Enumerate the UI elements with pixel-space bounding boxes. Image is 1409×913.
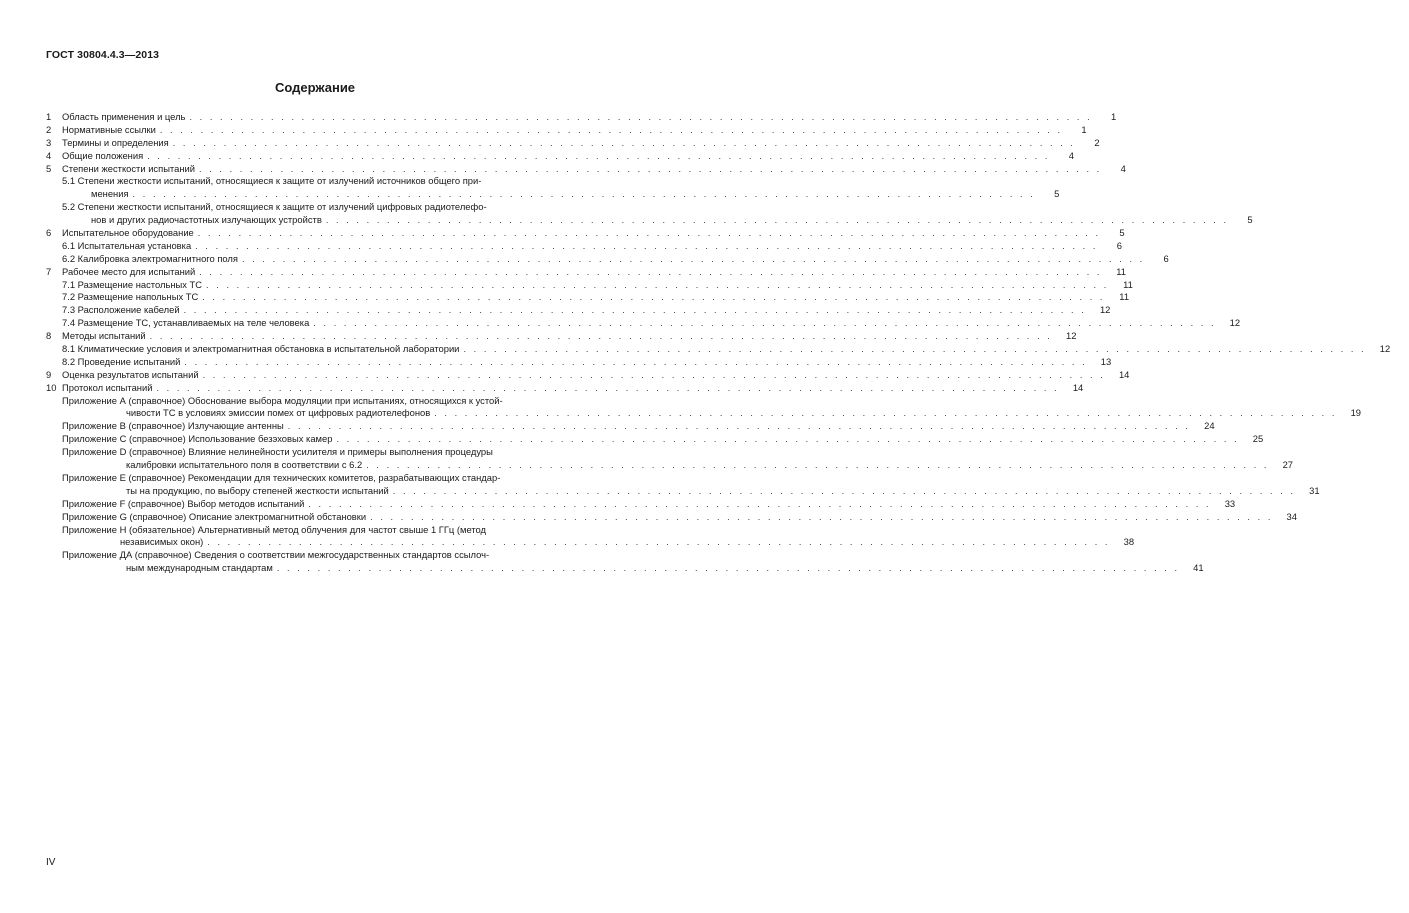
toc-entry-title: Приложение Н (обязательное) Альтернативный метод облучения для частот свыше 1 ГГц (метод	[62, 523, 487, 535]
toc-entry-title: независимых окон)	[120, 536, 204, 548]
toc-entry-number: 10	[46, 381, 57, 393]
toc-entry-title: Приложение С (справочное) Использование безэховых камер	[62, 433, 333, 445]
toc-entry	[46, 381, 1084, 395]
toc-entry-title: 7.4 Размещение ТС, устанавливаемых на теле человека	[62, 317, 310, 329]
toc-entry	[46, 484, 1320, 498]
toc-entry	[46, 111, 1117, 124]
toc-entry-title: чивости ТС в условиях эмиссии помех от цифровых радиотелефонов	[126, 407, 431, 419]
toc-entry-title: Методы испытаний	[62, 330, 146, 342]
toc-entry-page: 12	[1065, 330, 1077, 342]
toc-entry-title: Рабочее место для испытаний	[62, 265, 196, 277]
toc-entry	[46, 407, 1361, 420]
toc-entry-title: менения	[91, 188, 129, 200]
toc-entry-page: 11	[1119, 291, 1130, 303]
toc-leader-dots	[199, 163, 1102, 176]
toc-leader-dots	[308, 498, 1211, 511]
toc-entry-page: 31	[1309, 484, 1320, 496]
toc-leader-dots	[133, 188, 1036, 201]
toc-entry-page: 19	[1350, 407, 1361, 419]
toc-entry	[46, 175, 584, 188]
toc-entry-number: 1	[46, 111, 52, 122]
toc-entry-title: Приложение F (справочное) Выбор методов испытаний	[62, 497, 305, 509]
toc-entry	[46, 420, 1215, 433]
toc-leader-dots	[370, 511, 1273, 524]
toc-entry	[46, 330, 1077, 343]
toc-entry-page: 11	[1116, 265, 1127, 277]
toc-entry	[46, 317, 1241, 330]
toc-entry	[46, 214, 1253, 227]
toc-entry-title: Приложение G (справочное) Описание электромагнитной обстановки	[62, 510, 367, 522]
toc-entry-title: Приложение D (справочное) Влияние нелинейности усилителя и примеры выполнения процедуры	[62, 446, 493, 458]
toc-entry-page: 12	[1099, 304, 1111, 316]
page-number: IV	[46, 857, 56, 868]
toc-entry-title: Термины и определения	[62, 136, 169, 148]
toc-entry-title: нов и других радиочастотных излучающих устройств	[91, 214, 322, 226]
toc-entry	[46, 536, 1135, 549]
toc-leader-dots	[326, 214, 1229, 227]
toc-entry	[46, 368, 1130, 382]
toc-entry	[46, 343, 1391, 356]
toc-entry	[46, 188, 1060, 201]
toc-entry-number: 5	[46, 162, 52, 174]
toc-entry-page: 33	[1224, 497, 1236, 509]
toc-entry-number: 7	[46, 265, 52, 277]
toc-entry-title: Нормативные ссылки	[62, 123, 156, 135]
toc-entry-number: 8	[46, 330, 52, 342]
toc-leader-dots	[336, 433, 1239, 446]
toc-entry-title: 5.2 Степени жесткости испытаний, относящиеся к защите от излучений цифровых радиотелефо-	[62, 201, 487, 213]
toc-entry-title: 6.1 Испытательная установка	[62, 239, 192, 251]
toc-leader-dots	[277, 562, 1180, 575]
toc-leader-dots	[189, 111, 1092, 124]
toc-entry	[46, 265, 1127, 279]
toc-entry	[46, 278, 1133, 292]
toc-entry-page: 12	[1229, 317, 1241, 329]
toc-entry-page: 34	[1286, 510, 1297, 522]
toc-entry-title: 8.2 Проведение испытаний	[62, 355, 181, 367]
toc-entry-title: Область применения и цель	[62, 111, 186, 122]
toc-leader-dots	[199, 266, 1102, 279]
toc-entry-title: Протокол испытаний	[62, 381, 153, 393]
toc-entry	[46, 433, 1264, 446]
toc-entry	[46, 395, 584, 408]
toc-entry-page: 6	[1116, 239, 1122, 251]
toc-leader-dots	[173, 137, 1076, 150]
toc-leader-dots	[393, 485, 1296, 498]
toc-entry-title: Оценка результатов испытаний	[62, 368, 199, 380]
document-header: ГОСТ 30804.4.3—2013	[46, 49, 160, 61]
toc-entry-page: 6	[1163, 252, 1169, 264]
toc-leader-dots	[313, 317, 1216, 330]
toc-leader-dots	[207, 536, 1110, 549]
toc-entry	[46, 162, 1126, 176]
table-of-contents	[46, 111, 1391, 575]
toc-leader-dots	[366, 459, 1269, 472]
toc-entry-page: 5	[1054, 188, 1060, 200]
toc-entry	[46, 291, 1130, 304]
toc-entry-page: 27	[1282, 459, 1294, 471]
toc-entry-page: 1	[1081, 123, 1087, 135]
toc-entry	[46, 304, 1111, 317]
toc-entry-title: Степени жесткости испытаний	[62, 162, 195, 174]
toc-leader-dots	[160, 124, 1063, 137]
toc-entry	[46, 239, 1122, 253]
toc-entry-page: 38	[1123, 536, 1135, 548]
toc-entry-title: Общие положения	[62, 149, 144, 161]
toc-leader-dots	[184, 356, 1087, 369]
toc-leader-dots	[147, 150, 1050, 163]
toc-leader-dots	[434, 407, 1337, 420]
toc-entry-title: 8.1 Климатические условия и электромагнитная обстановка в испытательной лаборатории	[62, 343, 460, 355]
toc-leader-dots	[288, 420, 1191, 433]
toc-entry-page: 11	[1123, 278, 1133, 290]
toc-entry	[46, 227, 1125, 240]
toc-leader-dots	[202, 291, 1105, 304]
toc-entry	[46, 524, 584, 537]
toc-entry-title: 5.1 Степени жесткости испытаний, относящиеся к защите от излучений источников общего при-	[62, 175, 482, 187]
toc-entry-title: Приложение Е (справочное) Рекомендации для технических комитетов, разрабатывающих стандар-	[62, 471, 501, 483]
toc-entry	[46, 149, 1074, 163]
toc-entry	[46, 252, 1169, 266]
toc-entry	[46, 136, 1100, 150]
toc-entry-title: Приложение ДА (справочное) Сведения о соответствии межгосударственных стандартов ссылоч-	[62, 549, 490, 561]
toc-entry	[46, 562, 1204, 575]
toc-entry-number: 9	[46, 368, 52, 380]
toc-entry-number: 4	[46, 149, 52, 161]
toc-leader-dots	[198, 227, 1101, 240]
toc-leader-dots	[195, 240, 1098, 253]
toc-entry-page: 25	[1252, 433, 1264, 445]
toc-entry-page: 4	[1120, 162, 1126, 174]
toc-entry	[46, 123, 1087, 137]
toc-leader-dots	[206, 279, 1109, 292]
toc-entry-page: 5	[1247, 214, 1253, 226]
toc-entry-page: 5	[1119, 227, 1125, 239]
toc-entry-page: 1	[1111, 111, 1117, 122]
toc-leader-dots	[203, 369, 1106, 382]
toc-entry-number: 3	[46, 136, 52, 148]
toc-entry-page: 24	[1204, 420, 1215, 432]
toc-entry	[46, 355, 1112, 369]
page-title: Содержание	[274, 80, 356, 95]
toc-entry-title: 7.3 Расположение кабелей	[62, 304, 180, 316]
toc-entry-title: калибровки испытательного поля в соответствии с 6.2	[126, 459, 363, 471]
toc-entry-number: 2	[46, 123, 52, 135]
toc-entry-title: 7.1 Размещение настольных ТС	[62, 278, 203, 290]
toc-entry-page: 14	[1118, 368, 1130, 380]
toc-entry	[46, 497, 1236, 511]
toc-entry-page: 14	[1072, 381, 1084, 393]
toc-entry-title: Приложение А (справочное) Обоснование выбора модуляции при испытаниях, относящихся к устой-	[62, 394, 503, 406]
toc-entry-title: Приложение В (справочное) Излучающие антенны	[62, 420, 284, 432]
toc-leader-dots	[463, 343, 1366, 356]
toc-entry-page: 13	[1100, 355, 1112, 367]
toc-entry	[46, 459, 1294, 472]
toc-leader-dots	[184, 304, 1087, 317]
toc-entry	[46, 549, 584, 562]
toc-entry-title: ты на продукцию, по выбору степеней жесткости испытаний	[126, 484, 389, 496]
toc-entry-page: 41	[1193, 562, 1204, 574]
toc-leader-dots	[150, 330, 1053, 343]
toc-entry	[46, 472, 584, 485]
toc-leader-dots	[242, 253, 1145, 266]
toc-entry-page: 2	[1094, 136, 1100, 148]
toc-entry-title: 6.2 Калибровка электромагнитного поля	[62, 252, 238, 264]
toc-entry-page: 4	[1068, 149, 1074, 161]
toc-entry	[46, 510, 1297, 524]
toc-leader-dots	[156, 382, 1059, 395]
toc-entry-title: Испытательное оборудование	[62, 227, 194, 239]
toc-entry-page: 12	[1379, 343, 1391, 355]
toc-entry-title: ным международным стандартам	[126, 562, 273, 574]
toc-entry	[46, 201, 584, 214]
toc-entry-title: 7.2 Размещение напольных ТС	[62, 291, 199, 303]
toc-entry	[46, 446, 584, 459]
toc-entry-number: 6	[46, 227, 52, 239]
